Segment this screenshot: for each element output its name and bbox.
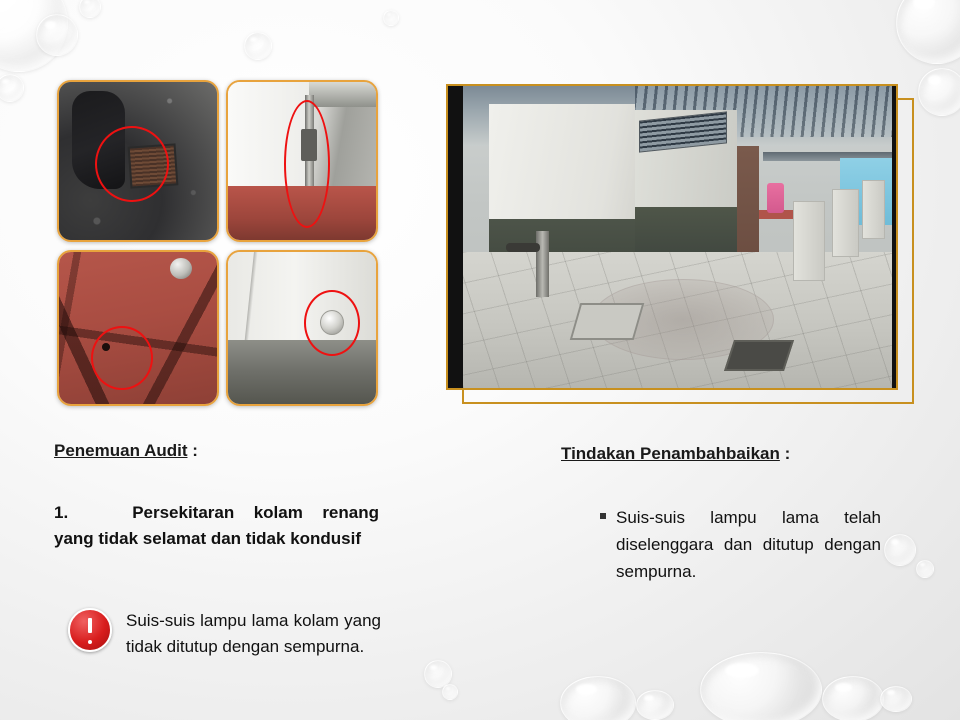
left-column-heading — [54, 441, 198, 461]
bubble-decoration — [896, 0, 960, 64]
bubble-decoration — [383, 10, 399, 26]
photo-wall-corner-outlet — [228, 252, 376, 404]
bubble-decoration — [244, 32, 272, 60]
right-column-heading — [561, 444, 790, 464]
ground-texture — [59, 82, 217, 240]
floor-drain-cover-1 — [569, 303, 644, 340]
thumbnail-photo-1[interactable] — [57, 80, 219, 242]
thumbnail-photo-2[interactable] — [226, 80, 378, 242]
photo-red-floor-hole — [59, 252, 217, 404]
horizontal-pipe-shape — [506, 243, 540, 252]
vertical-pipe-shape — [536, 231, 549, 297]
right-heading-colon: : — [779, 444, 791, 463]
photo-floor-drain-boot — [59, 82, 217, 240]
thumbnail-photo-3[interactable] — [57, 250, 219, 406]
bubble-decoration — [700, 652, 822, 720]
finding-number: 1. — [54, 503, 69, 522]
bubble-decoration — [822, 676, 884, 720]
lower-wall-shape — [228, 340, 376, 404]
thumbnail-photo-4[interactable] — [226, 250, 378, 406]
bubble-decoration — [560, 676, 636, 720]
person-shape — [767, 183, 784, 213]
improvement-text: Suis-suis lampu lama telah diselenggara dan ditutup dengan sempurna. — [616, 508, 881, 582]
photo-letterbox-right — [892, 86, 896, 388]
bullet-square-icon — [600, 513, 606, 519]
ceiling-shape — [305, 82, 376, 107]
right-heading-label: Tindakan Penambahbaikan — [561, 444, 780, 463]
floor-drain-cover-2 — [724, 340, 794, 371]
bubble-decoration — [636, 690, 674, 720]
bubble-decoration — [880, 686, 912, 712]
shadow-pattern — [59, 252, 217, 404]
main-photo[interactable] — [446, 84, 898, 390]
bubble-decoration — [79, 0, 101, 18]
finding-paragraph — [54, 500, 379, 553]
column-shape — [862, 180, 885, 239]
photo-poolside-walkway — [463, 86, 891, 388]
finding-text: Persekitaran kolam renang yang tidak selamat dan tidak kondusif — [54, 503, 379, 549]
photo-wall-pipe-switch — [228, 82, 376, 240]
outlet-shape — [320, 310, 344, 335]
exclamation-circle-icon — [68, 608, 112, 652]
bubble-decoration — [916, 560, 934, 578]
warning-item — [68, 608, 398, 661]
warning-text: Suis-suis lampu lama kolam yang tidak ditutup dengan sempurna. — [126, 611, 381, 657]
bolt-shape — [170, 258, 192, 279]
bubble-decoration — [0, 74, 24, 102]
hole-shape — [102, 343, 110, 351]
left-heading-label: Penemuan Audit — [54, 441, 188, 460]
floor-shape — [228, 186, 376, 240]
right-wall-dark-band — [635, 207, 738, 255]
bubble-decoration — [36, 14, 78, 56]
switch-box-shape — [301, 129, 317, 161]
column-shape — [832, 189, 860, 257]
bubble-decoration — [918, 68, 960, 116]
improvement-bullet-item — [600, 504, 900, 586]
bubble-decoration — [442, 684, 458, 700]
wall-shape — [228, 82, 309, 202]
left-heading-colon: : — [187, 441, 198, 460]
bubble-decoration — [424, 660, 452, 688]
bubble-decoration — [0, 0, 68, 72]
column-shape — [793, 201, 825, 282]
photo-letterbox-left — [448, 86, 463, 388]
